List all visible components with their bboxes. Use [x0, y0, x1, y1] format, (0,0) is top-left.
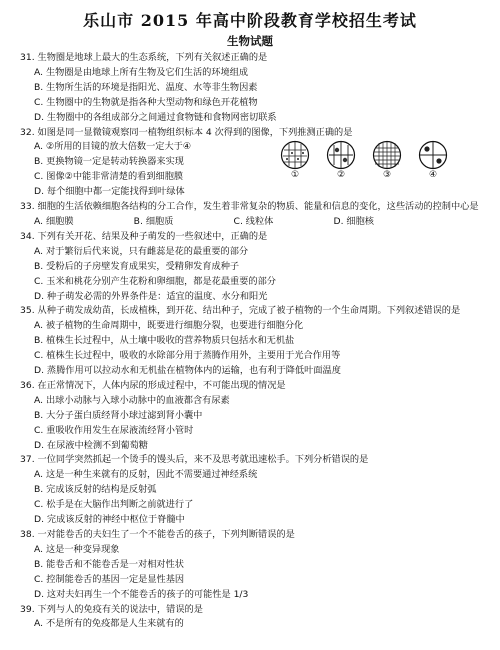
option-a: A. 对于繁衍后代来说，只有雌蕊是花的最重要的部分 [34, 245, 249, 257]
option-a: A. 出球小动脉与入球小动脉中的血液都含有尿素 [34, 394, 230, 406]
question-stem: 31. 生物圈是地球上最大的生态系统，下列有关叙述正确的是 [20, 52, 268, 63]
figure-label: ② [336, 169, 346, 180]
option-d: D. 在尿液中检测不到葡萄糖 [34, 439, 148, 451]
option-b: B. 细胞质 [133, 215, 174, 227]
option-a: A. ②所用的目镜的放大倍数一定大于④ [34, 141, 192, 153]
question-35 [20, 304, 490, 379]
question-stem: 33. 细胞的生活依赖细胞各结构的分工合作，发生着非常复杂的物质、能量和信息的变化，这些活动的控制中心是 [20, 201, 479, 213]
microscope-view-3 [370, 140, 404, 181]
figure-label: ① [290, 169, 300, 180]
microscope-view-1 [278, 140, 312, 181]
subject-title: 生物试题 [227, 34, 273, 48]
option-a: A. 这是一种生来就有的反射，因此不需要通过神经系统 [34, 469, 258, 481]
question-stem: 32. 如图是同一显微镜观察同一植物组织标本 4 次得到的图像，下列推测正确的是 [20, 126, 353, 138]
microscope-view-4 [416, 140, 450, 181]
question-38 [20, 528, 490, 603]
option-c: C. 松手是在大脑作出判断之前就进行了 [34, 499, 194, 511]
question-stem: 37. 一位同学突然抓起一个烫手的馒头后，来不及思考就迅速松手。下列分析错误的是 [20, 454, 369, 466]
option-c: C. 生物圈中的生物就是指各种大型动物和绿色开花植物 [34, 96, 258, 108]
question-36 [20, 379, 490, 454]
option-b: B. 能卷舌和不能卷舌是一对相对性状 [34, 558, 184, 570]
option-d: D. 完成该反射的神经中枢位于脊髓中 [34, 514, 185, 526]
figure-label: ④ [428, 169, 438, 180]
option-b: B. 完成该反射的结构是反射弧 [34, 484, 157, 496]
question-stem: 36. 在正常情况下，人体内尿的形成过程中，不可能出现的情况是 [20, 379, 286, 391]
option-d: D. 细胞核 [333, 215, 374, 227]
option-d: D. 蒸腾作用可以拉动水和无机盐在植物体内的运输，也有利于降低叶面温度 [34, 365, 341, 377]
option-a: A. 细胞膜 [34, 215, 74, 227]
figure-label: ③ [382, 169, 392, 180]
option-b: B. 植株生长过程中，从土壤中吸收的营养物质只包括水和无机盐 [34, 335, 295, 347]
option-c: C. 重吸收作用发生在尿液流经肾小管时 [34, 424, 194, 436]
option-d: D. 种子萌发必需的外界条件是：适宜的温度、水分和阳光 [34, 290, 268, 302]
option-a: A. 被子植物的生命周期中，既要进行细胞分裂，也要进行细胞分化 [34, 320, 304, 332]
question-stem: 35. 从种子萌发成幼苗，长成植株，到开花、结出种子，完成了被子植物的一个生命周期。下列叙述错误的是 [20, 305, 461, 317]
option-c: C. 图像②中能非常清楚的看到细胞膜 [34, 171, 184, 183]
option-a: A. 生物圈是由地球上所有生物及它们生活的环境组成 [34, 66, 249, 78]
option-b: B. 更换物镜一定是转动转换器来实现 [34, 156, 184, 168]
exam-title: 乐山市 2015 年高中阶段教育学校招生考试 [83, 11, 417, 30]
question-34 [20, 230, 490, 305]
question-stem: 39. 下列与人的免疫有关的说法中，错误的是 [20, 603, 203, 615]
option-a: A. 不是所有的免疫都是人生来就有的 [34, 618, 184, 630]
question-stem: 34. 下列有关开花、结果及种子萌发的一些叙述中，正确的是 [20, 230, 268, 242]
options-row [20, 215, 374, 230]
option-c: C. 植株生长过程中，吸收的水除部分用于蒸腾作用外，主要用于光合作用等 [34, 350, 341, 362]
option-a: A. 这是一种变异现象 [34, 543, 120, 555]
question-stem: 38. 一对能卷舌的夫妇生了一个不能卷舌的孩子，下列判断错误的是 [20, 529, 295, 540]
option-c: C. 线粒体 [233, 215, 274, 227]
question-32 [20, 126, 490, 201]
option-d: D. 这对夫妇再生一个不能卷舌的孩子的可能性是 1/3 [34, 588, 249, 600]
question-31 [20, 51, 490, 126]
microscope-view-2 [324, 140, 358, 181]
question-37 [20, 453, 490, 528]
question-33 [20, 200, 490, 230]
option-b: B. 受粉后的子房壁发育成果实，受精卵发育成种子 [34, 260, 240, 272]
option-b: B. 大分子蛋白质经肾小球过滤到肾小囊中 [34, 409, 203, 421]
option-d: D. 每个细胞中都一定能找得到叶绿体 [34, 186, 185, 198]
question-39 [20, 603, 490, 633]
option-b: B. 生物所生活的环境是指阳光、温度、水等非生物因素 [34, 81, 258, 93]
microscope-figure [278, 140, 450, 181]
option-c: C. 控制能卷舌的基因一定是显性基因 [34, 573, 185, 585]
option-c: C. 玉米和桃花分别产生花粉和卵细胞，都是花最重要的部分 [34, 275, 276, 287]
question-list [20, 51, 490, 632]
option-d: D. 生物圈中的各组成部分之间通过食物链和食物网密切联系 [34, 111, 277, 123]
